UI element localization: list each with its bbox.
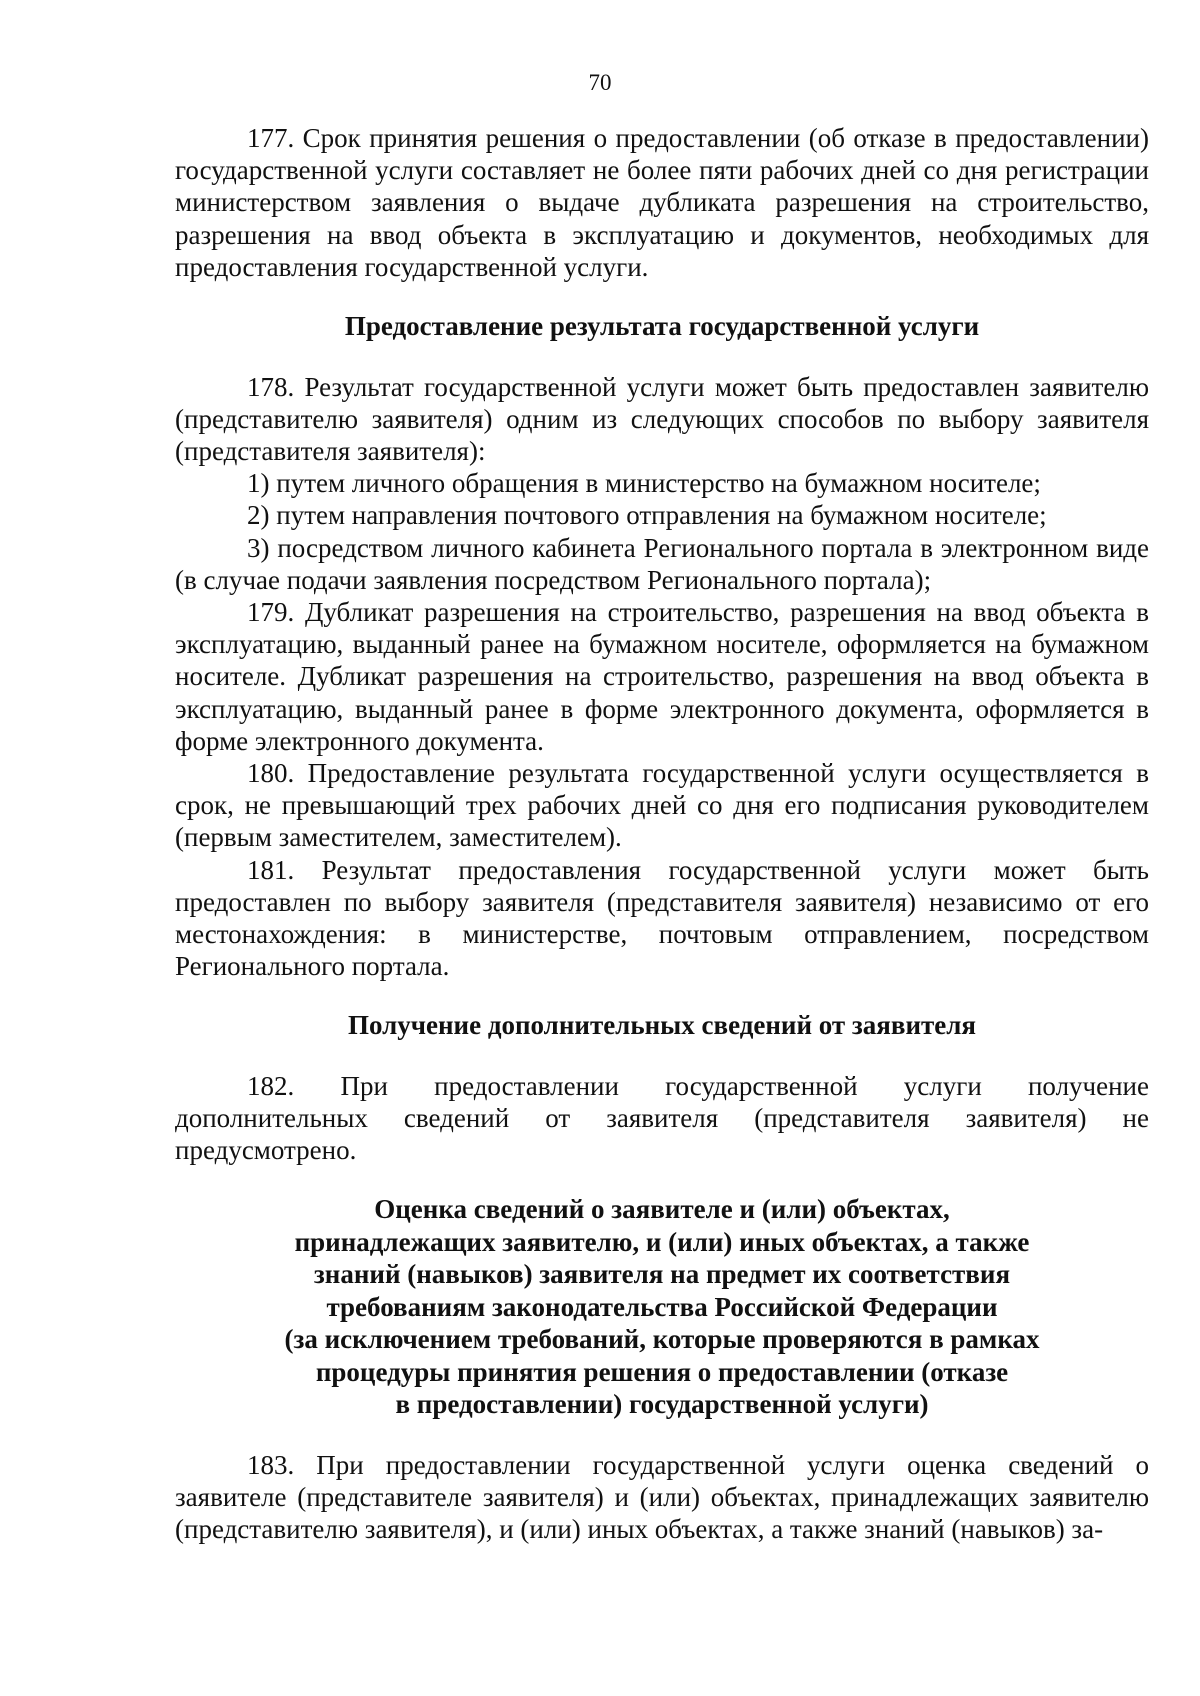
heading-assessment-line: принадлежащих заявителю, и (или) иных объектах, а также [294, 1226, 1030, 1257]
paragraph-178: 178. Результат государственной услуги может быть предоставлен заявителю (представителю заявителя) одним из следующих способов по выбору заявителя (представителя заявителя): [175, 371, 1149, 466]
heading-assessment [212, 1193, 1112, 1421]
heading-assessment-line: в предоставлении) государственной услуги) [395, 1389, 929, 1420]
list-item-178-3: 3) посредством личного кабинета Регионального портала в электронном виде (в случае подачи заявления посредством Регионального портала); [175, 532, 1149, 595]
heading-assessment-line: (за исключением требований, которые проверяются в рамках [284, 1324, 1040, 1355]
page-number: 70 [588, 70, 612, 95]
heading-assessment-line: процедуры принятия решения о предоставлении (отказе [315, 1356, 1009, 1387]
paragraph-183: 183. При предоставлении государственной услуги оценка сведений о заявителе (представителе заявителя) и (или) объектах, принадлежащих заявителю (представителю заявителя), и (или) иных объектах, а также знаний (навыков) за- [175, 1449, 1149, 1545]
list-item-178-1: 1) путем личного обращения в министерство на бумажном носителе; [247, 468, 1041, 499]
paragraph-181: 181. Результат предоставления государственной услуги может быть предоставлен по выбору заявителя (представителя заявителя) независимо от его местонахождения: в министерстве, почтовым отправлением, посредством Регионального портала. [175, 854, 1149, 982]
document-body [175, 122, 1149, 1546]
heading-result-provision: Предоставление результата государственной услуги [344, 311, 980, 342]
list-item-178-2: 2) путем направления почтового отправления на бумажном носителе; [247, 500, 1047, 531]
paragraph-180: 180. Предоставление результата государственной услуги осуществляется в срок, не превышающий трех рабочих дней со дня его подписания руководителем (первым заместителем, заместителем). [175, 757, 1149, 853]
paragraph-179: 179. Дубликат разрешения на строительство, разрешения на ввод объекта в эксплуатацию, выданный ранее на бумажном носителе, оформляется на бумажном носителе. Дубликат разрешения на строительство, разрешения на ввод объекта в эксплуатацию, выданный ранее в форме электронного документа, оформляется в форме электронного документа. [175, 596, 1149, 756]
paragraph-177: 177. Срок принятия решения о предоставлении (об отказе в предоставлении) государственной услуги составляет не более пяти рабочих дней со дня регистрации министерством заявления о выдаче дубликата разрешения на строительство, разрешения на ввод объекта в эксплуатацию и документов, необходимых для предоставления государственной услуги. [175, 123, 1149, 282]
heading-additional-info: Получение дополнительных сведений от заявителя [347, 1010, 977, 1041]
heading-assessment-line: знаний (навыков) заявителя на предмет их соответствия [313, 1259, 1011, 1290]
paragraph-182: 182. При предоставлении государственной услуги получение дополнительных сведений от заявителя (представителя заявителя) не предусмотрено. [175, 1070, 1149, 1166]
heading-assessment-line: Оценка сведений о заявителе и (или) объектах, [374, 1194, 950, 1225]
heading-assessment-line: требованиям законодательства Российской Федерации [326, 1291, 998, 1322]
